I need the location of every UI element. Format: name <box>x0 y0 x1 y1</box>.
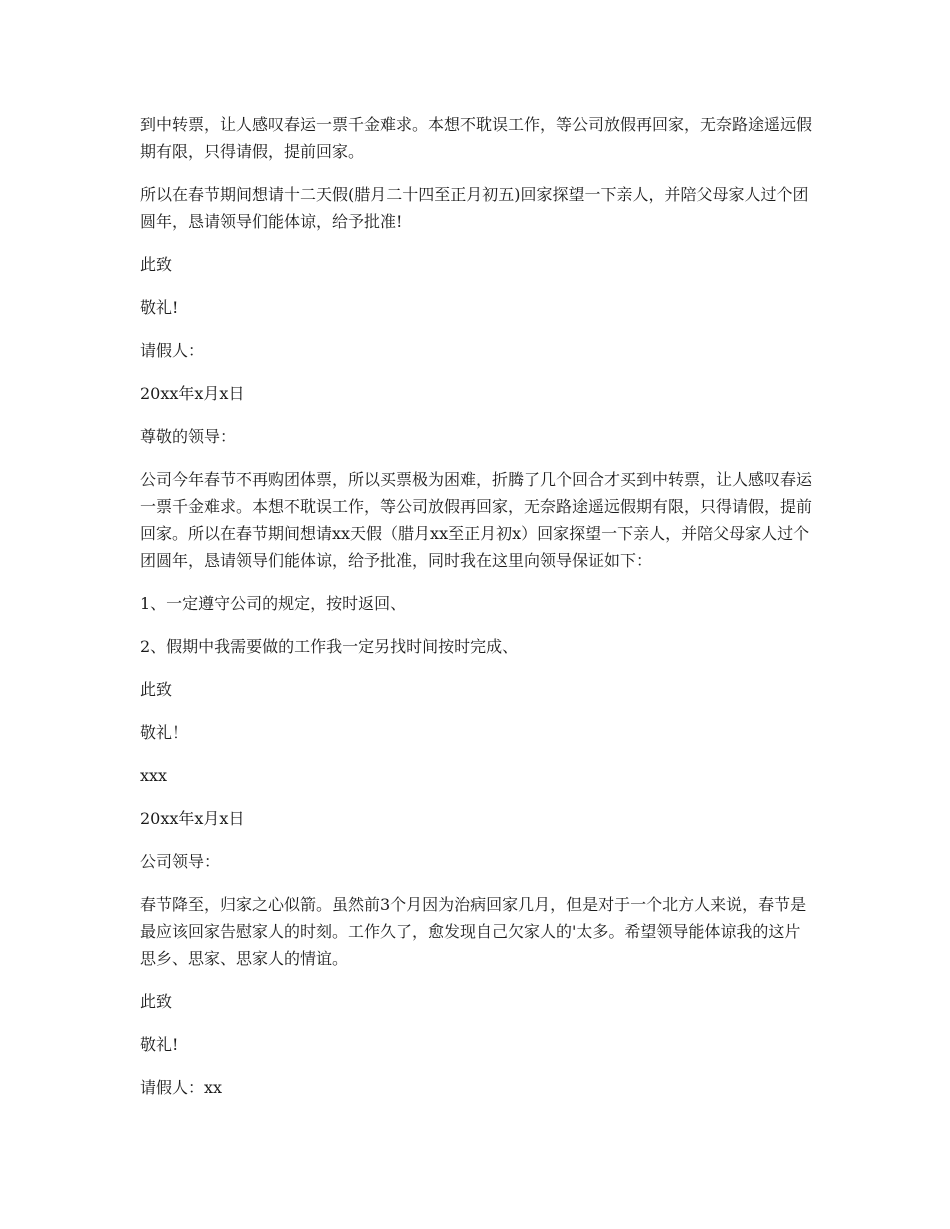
paragraph-1: 到中转票，让人感叹春运一票千金难求。本想不耽误工作，等公司放假再回家，无奈路途遥远假期有限，只得请假，提前回家。 <box>140 115 813 161</box>
greeting: 公司领导： <box>140 852 221 871</box>
closing-salutation: 此致 <box>140 992 173 1011</box>
list-item-2: 2、假期中我需要做的工作我一定另找时间按时完成、 <box>140 637 519 656</box>
paragraph-2: 所以在春节期间想请十二天假(腊月二十四至正月初五)回家探望一下亲人，并陪父母家人过个团圆年，恳请领导们能体谅，给予批准! <box>140 185 809 231</box>
body-paragraph: 春节降至，归家之心似箭。虽然前3个月因为治病回家几月，但是对于一个北方人来说，春节是最应该回家告慰家人的时刻。工作久了，愈发现自己欠家人的'太多。希望领导能体谅我的这片思乡、思家、思家人的情谊。 <box>140 895 807 968</box>
closing-regards: 敬礼! <box>140 298 179 317</box>
body-paragraph: 公司今年春节不再购团体票，所以买票极为困难，折腾了几个回合才买到中转票，让人感叹春运一票千金难求。本想不耽误工作，等公司放假再回家，无奈路途遥远假期有限，只得请假，提前回家。所以在春节期间想请xx天假（腊月xx至正月初x）回家探望一下亲人，并陪父母家人过个团圆年，恳请领导们能体谅，给予批准，同时我在这里向领导保证如下： <box>140 470 813 570</box>
closing-regards: 敬礼! <box>140 1035 179 1054</box>
signature-name: xxx <box>140 766 168 785</box>
date-line: 20xx年x月x日 <box>140 809 245 828</box>
closing-salutation: 此致 <box>140 680 173 699</box>
greeting: 尊敬的领导： <box>140 427 237 446</box>
list-item-1: 1、一定遵守公司的规定，按时返回、 <box>140 594 407 613</box>
closing-salutation: 此致 <box>140 255 173 274</box>
document-page <box>140 111 812 1117</box>
date-line: 20xx年x月x日 <box>140 384 245 403</box>
signature-label: 请假人： <box>140 341 205 360</box>
signature-label: 请假人：xx <box>140 1078 223 1097</box>
closing-regards: 敬礼！ <box>140 723 189 742</box>
